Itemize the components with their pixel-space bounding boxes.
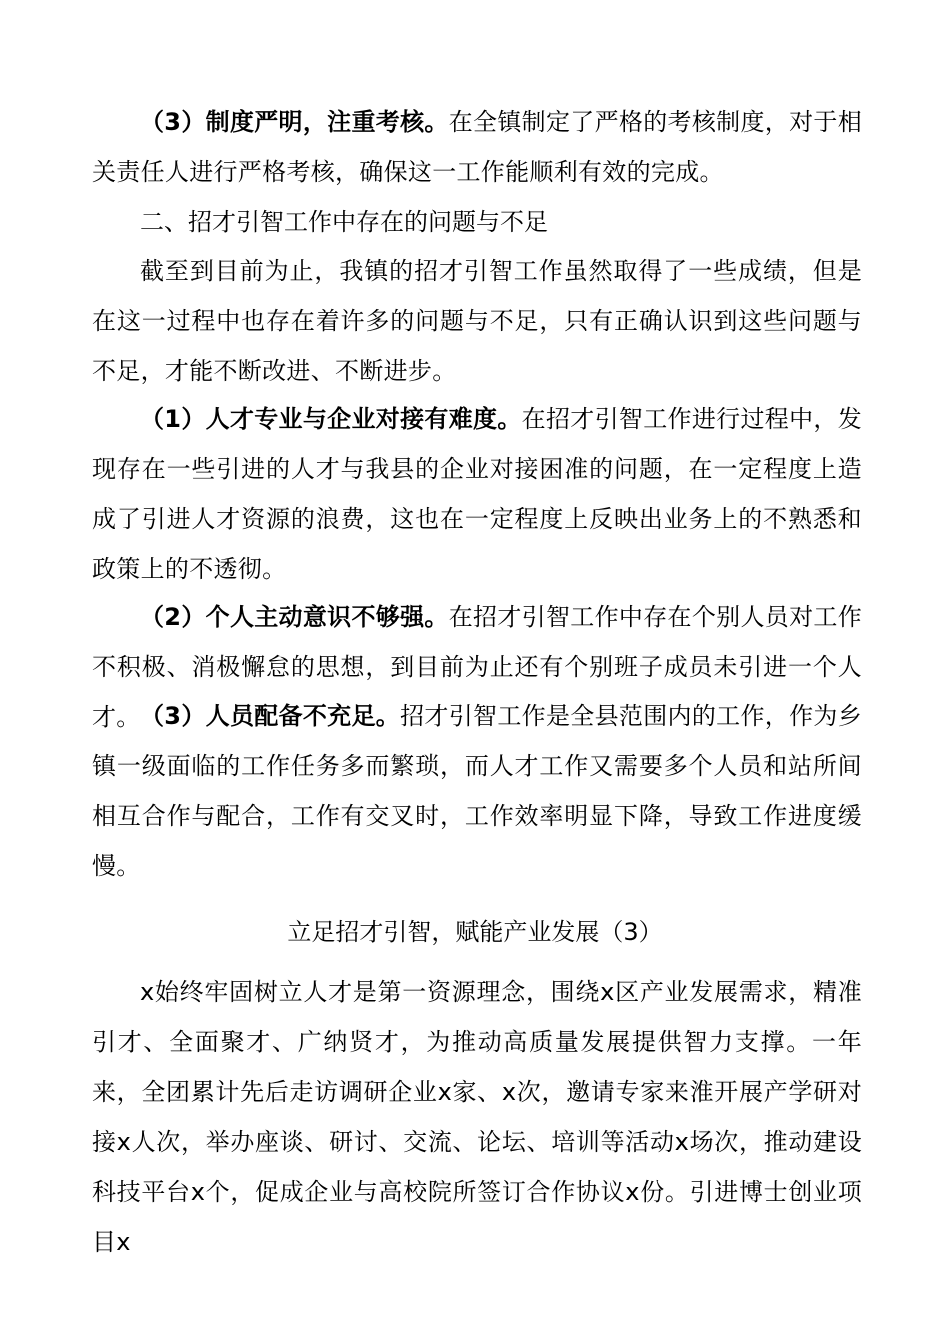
paragraph-article-body bbox=[92, 967, 862, 1267]
section-heading-problems: 二、招才引智工作中存在的问题与不足 bbox=[140, 208, 548, 236]
paragraph-intro-problems bbox=[92, 246, 862, 396]
paragraph-text: x始终牢固树立人才是第一资源理念，围绕x区产业发展需求，精准引才、全面聚才、广纳贤才，为推动高质量发展提供智力支撑。一年来，全团累计先后走访调研企业x家、x次，邀请专家来淮开展产学研对接x人次，举办座谈、研讨、交流、论坛、培训等活动x场次，推动建设科技平台x个，促成企业与高校院所签订合作协议x份。引进博士创业项目x bbox=[92, 978, 862, 1256]
paragraph-text: 招才引智工作是全县范围内的工作，作为乡镇一级面临的工作任务多而繁琐，而人才工作又需要多个人员和站所间相互合作与配合，工作有交叉时，工作效率明显下降，导致工作进度缓慢。 bbox=[92, 702, 863, 880]
paragraph-lead: （3）制度严明，注重考核。 bbox=[140, 108, 449, 136]
paragraph-lead: （1）人才专业与企业对接有难度。 bbox=[140, 405, 522, 433]
paragraph-talent-matching bbox=[92, 394, 862, 594]
paragraph-lead: （2）个人主动意识不够强。 bbox=[140, 603, 449, 631]
article-title: 立足招才引智，赋能产业发展（3） bbox=[287, 918, 663, 946]
paragraph-staffing bbox=[92, 691, 862, 891]
paragraph-text: 在招才引智工作中存在个别人员对工作不积极、消极懈怠的思想，到目前为止还有个别班子成员未引进一个人才。 bbox=[92, 603, 862, 731]
paragraph-text: 在招才引智工作进行过程中，发现存在一些引进的人才与我县的企业对接困准的问题，在一定程度上造成了引进人才资源的浪费，这也在一定程度上反映出业务上的不熟悉和政策上的不透彻。 bbox=[92, 405, 863, 583]
paragraph-text: 截至到目前为止，我镇的招才引智工作虽然取得了一些成绩，但是在这一过程中也存在着许多的问题与不足，只有正确认识到这些问题与不足，才能不断改进、不断进步。 bbox=[92, 257, 862, 385]
paragraph-lead: （3）人员配备不充足。 bbox=[140, 702, 401, 730]
paragraph-text: 在全镇制定了严格的考核制度，对于相关责任人进行严格考核，确保这一工作能顺利有效的完成。 bbox=[92, 108, 862, 186]
paragraph-assessment-system bbox=[92, 97, 862, 197]
